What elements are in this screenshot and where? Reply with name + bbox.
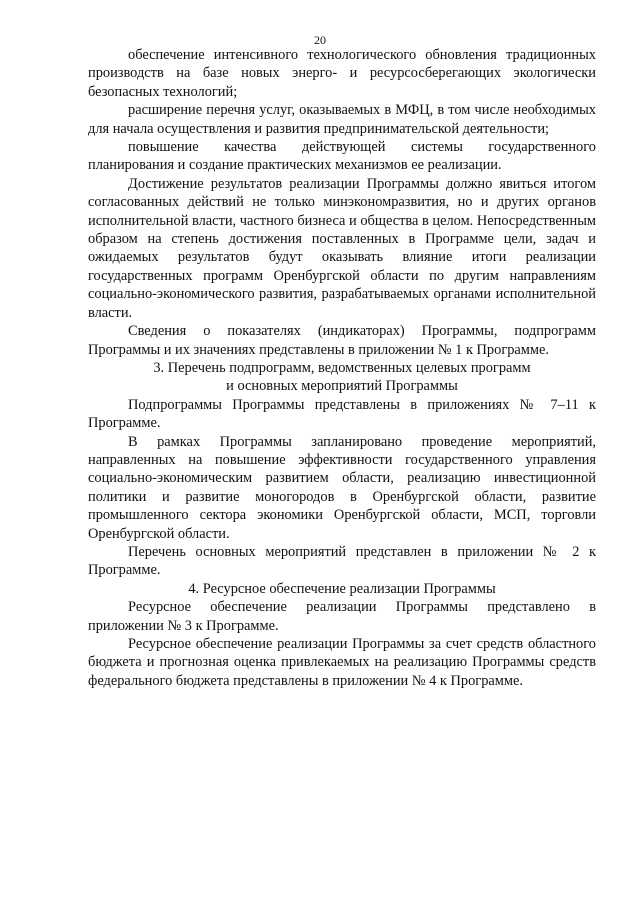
paragraph-activities: В рамках Программы запланировано проведение мероприятий, направленных на повышение эффективности государственного управления социально-экономическим развитием области, реализацию инвестиционной политики и развитие моногородов в Оренбургской области, развитие промышленного сектора экономики Оренбургской области, МСП, торговли Оренбургской области. xyxy=(88,433,596,542)
paragraph-list-item-2: расширение перечня услуг, оказываемых в МФЦ, в том числе необходимых для начала осуществления и развития предпринимательской деятельности; xyxy=(88,102,596,137)
paragraph-budget: Ресурсное обеспечение реализации Программы за счет средств областного бюджета и прогнозная оценка привлекаемых на реализацию Программы средств федерального бюджета представлены в приложении № 4 к Программе. xyxy=(88,636,596,689)
paragraph-resources: Ресурсное обеспечение реализации Программы представлено в приложении № 3 к Программе. xyxy=(88,599,596,634)
document-body xyxy=(88,46,596,690)
paragraph-list-item-1: обеспечение интенсивного технологического обновления традиционных производств на базе новых энерго- и ресурсосберегающих экологически безопасных технологий; xyxy=(88,47,596,100)
section-4-heading: 4. Ресурсное обеспечение реализации Программы xyxy=(188,580,496,597)
paragraph-main-activities: Перечень основных мероприятий представлен в приложении № 2 к Программе. xyxy=(88,543,596,579)
paragraph-subprograms: Подпрограммы Программы представлены в приложениях № 7–11 к Программе. xyxy=(88,396,596,432)
page-number: 20 xyxy=(314,33,326,47)
section-3-heading-line-1: 3. Перечень подпрограмм, ведомственных целевых программ xyxy=(153,359,531,376)
paragraph-results: Достижение результатов реализации Программы должно явиться итогом согласованных действий не только минэкономразвития, но и других органов исполнительной власти, частного бизнеса и общества в целом. Непосредственным образом на степень достижения поставленных в Программе цели, задач и ожидаемых результатов будут оказывать влияние итоги реализации государственных программ Оренбургской области по другим направлениям социально-экономического развития, разрабатываемых органами исполнительной власти. xyxy=(88,175,596,321)
paragraph-indicators: Сведения о показателях (индикаторах) Программы, подпрограмм Программы и их значениях представлены в приложении № 1 к Программе. xyxy=(88,323,596,358)
section-3-heading xyxy=(88,359,596,396)
paragraph-list-item-3: повышение качества действующей системы государственного планирования и создание практических механизмов ее реализации. xyxy=(88,139,596,174)
section-3-heading-line-2: и основных мероприятий Программы xyxy=(226,378,458,395)
